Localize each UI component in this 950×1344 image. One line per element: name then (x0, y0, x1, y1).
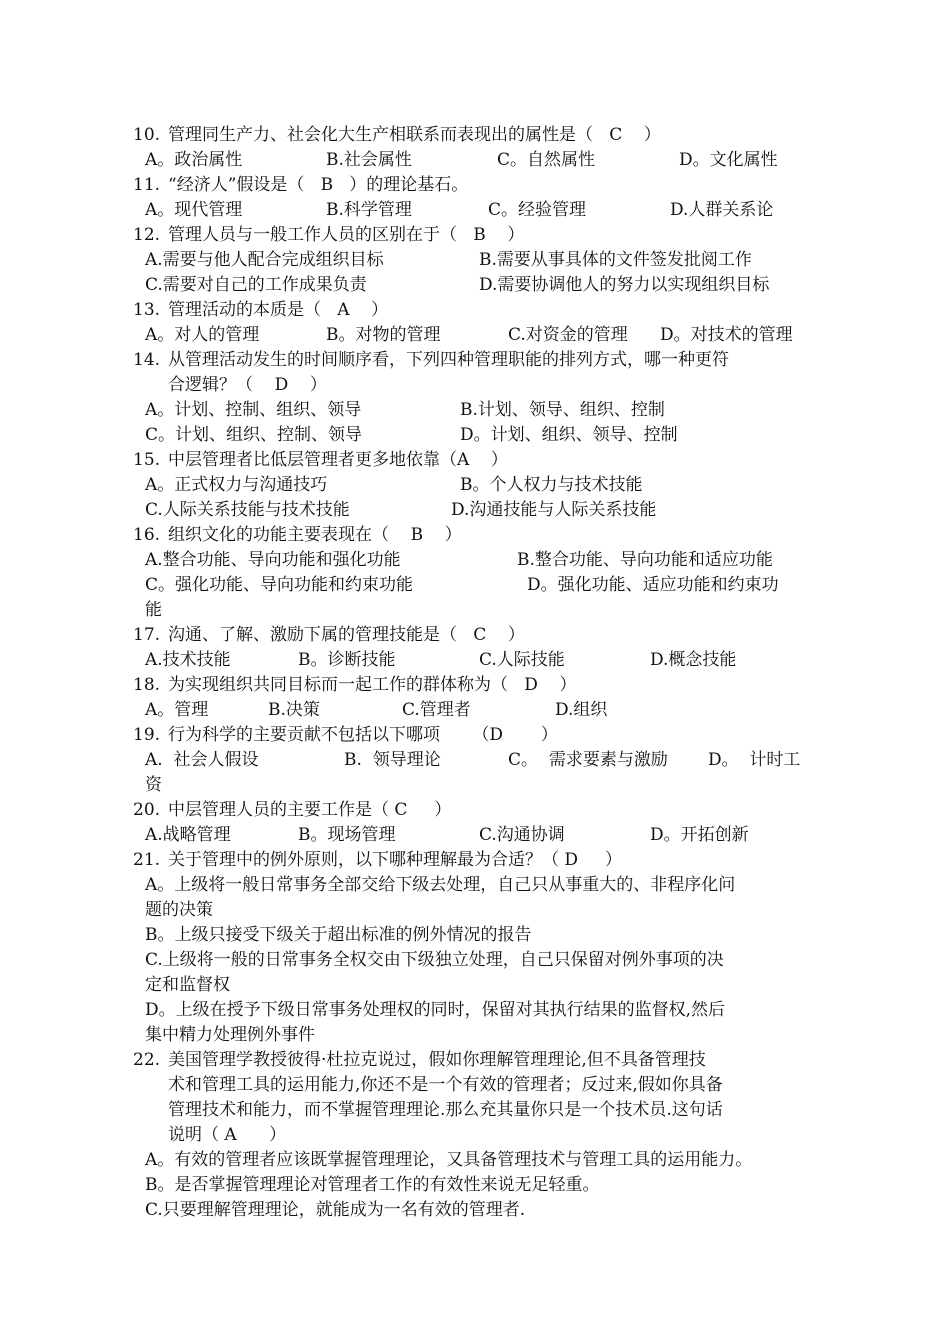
option-c: C。自然属性 (497, 150, 596, 170)
option-a: A。正式权力与沟通技巧 (145, 475, 328, 495)
option-a: A.技术技能 (145, 650, 231, 670)
question-number: 16. (133, 525, 161, 545)
option-d: D.需要协调他人的努力以实现组织目标 (479, 275, 770, 295)
option-b: B。诊断技能 (298, 650, 396, 670)
option-d: D。文化属性 (679, 150, 778, 170)
option-d-continued: 集中精力处理例外事件 (145, 1025, 315, 1045)
option-wrap: 资 (145, 775, 162, 795)
option-d: D.沟通技能与人际关系技能 (451, 500, 657, 520)
option-b: B.决策 (268, 700, 320, 720)
option-c: C.人际技能 (479, 650, 565, 670)
option-c: C.上级将一般的日常事务全权交由下级独立处理，自己只保留对例外事项的决 (145, 950, 724, 970)
option-b: B。个人权力与技术技能 (460, 475, 643, 495)
option-b: B。对物的管理 (326, 325, 441, 345)
question-number: 10. (133, 125, 161, 145)
question-stem-continued: 术和管理工具的运用能力,你还不是一个有效的管理者；反过来,假如你具备 (168, 1075, 723, 1095)
option-b: B. 领导理论 (344, 750, 441, 770)
question-number: 13. (133, 300, 161, 320)
option-b: B.科学管理 (326, 200, 412, 220)
question-stem: 沟通、了解、激励下属的管理技能是（ C ） (168, 625, 525, 645)
option-d: D。计划、组织、领导、控制 (460, 425, 678, 445)
option-a: A. 社会人假设 (145, 750, 259, 770)
question-stem: 为实现组织共同目标而一起工作的群体称为（ D ） (168, 675, 577, 695)
option-b: B。上级只接受下级关于超出标准的例外情况的报告 (145, 925, 532, 945)
option-c: C。强化功能、导向功能和约束功能 (145, 575, 414, 595)
option-b: B.整合功能、导向功能和适应功能 (517, 550, 773, 570)
question-stem: “经济人”假设是（ B ）的理论基石。 (168, 175, 469, 195)
option-a: A.整合功能、导向功能和强化功能 (145, 550, 401, 570)
question-stem-continued: 管理技术和能力，而不掌握管理理论.那么充其量你只是一个技术员.这句话 (168, 1100, 723, 1120)
question-stem: 行为科学的主要贡献不包括以下哪项 （D ） (168, 725, 558, 745)
option-a: A。上级将一般日常事务全部交给下级去处理，自己只从事重大的、非程序化问 (145, 875, 736, 895)
question-stem: 管理活动的本质是（ A ） (168, 300, 389, 320)
option-c: C.沟通协调 (479, 825, 565, 845)
question-stem: 管理同生产力、社会化大生产相联系而表现出的属性是（ C ） (168, 125, 661, 145)
question-stem-continued: 合逻辑？（ D ） (168, 375, 327, 395)
question-stem: 中层管理者比低层管理者更多地依靠（A ） (168, 450, 508, 470)
question-stem: 从管理活动发生的时间顺序看，下列四种管理职能的排列方式，哪一种更符 (168, 350, 729, 370)
option-c: C。经验管理 (488, 200, 587, 220)
question-number: 12. (133, 225, 161, 245)
option-c: C.需要对自己的工作成果负责 (145, 275, 367, 295)
option-a: A。管理 (145, 700, 209, 720)
option-b: B。现场管理 (298, 825, 396, 845)
option-c-continued: 定和监督权 (145, 975, 230, 995)
option-c: C.管理者 (402, 700, 471, 720)
option-d: D。上级在授予下级日常事务处理权的同时，保留对其执行结果的监督权,然后 (145, 1000, 726, 1020)
option-c: C。 需求要素与激励 (508, 750, 668, 770)
question-number: 11. (133, 175, 161, 195)
question-number: 21. (133, 850, 161, 870)
option-c: C.人际关系技能与技术技能 (145, 500, 350, 520)
option-wrap: 能 (145, 600, 162, 620)
option-a: A。有效的管理者应该既掌握管理理论，又具备管理技术与管理工具的运用能力。 (145, 1150, 753, 1170)
question-stem: 组织文化的功能主要表现在（ B ） (168, 525, 462, 545)
option-d: D。开拓创新 (650, 825, 749, 845)
option-b: B.需要从事具体的文件签发批阅工作 (479, 250, 752, 270)
question-number: 14. (133, 350, 161, 370)
question-number: 17. (133, 625, 161, 645)
option-b: B.计划、领导、组织、控制 (460, 400, 665, 420)
question-stem: 关于管理中的例外原则，以下哪种理解最为合适？（ D ） (168, 850, 623, 870)
option-a: A。对人的管理 (145, 325, 260, 345)
question-stem-continued: 说明（ A ） (168, 1125, 287, 1145)
option-a: A。政治属性 (145, 150, 243, 170)
option-d: D。强化功能、适应功能和约束功 (527, 575, 779, 595)
question-stem: 中层管理人员的主要工作是（ C ） (168, 800, 452, 820)
option-d: D。对技术的管理 (660, 325, 793, 345)
option-a: A。现代管理 (145, 200, 243, 220)
question-number: 15. (133, 450, 161, 470)
option-a: A.战略管理 (145, 825, 231, 845)
option-c: C。计划、组织、控制、领导 (145, 425, 363, 445)
option-d: D.概念技能 (650, 650, 737, 670)
option-d: D.人群关系论 (670, 200, 774, 220)
question-number: 19. (133, 725, 161, 745)
option-b: B.社会属性 (326, 150, 412, 170)
option-a: A。计划、控制、组织、领导 (145, 400, 362, 420)
option-d: D。 计时工 (708, 750, 801, 770)
question-number: 22. (133, 1050, 161, 1070)
option-c: C.对资金的管理 (508, 325, 628, 345)
option-b: B。是否掌握管理理论对管理者工作的有效性来说无足轻重。 (145, 1175, 600, 1195)
question-stem: 管理人员与一般工作人员的区别在于（ B ） (168, 225, 525, 245)
question-number: 20. (133, 800, 161, 820)
option-c: C.只要理解管理理论，就能成为一名有效的管理者. (145, 1200, 526, 1220)
question-number: 18. (133, 675, 161, 695)
option-d: D.组织 (555, 700, 608, 720)
option-a: A.需要与他人配合完成组织目标 (145, 250, 384, 270)
question-stem: 美国管理学教授彼得·杜拉克说过，假如你理解管理理论,但不具备管理技 (168, 1050, 706, 1070)
option-a-continued: 题的决策 (145, 900, 213, 920)
